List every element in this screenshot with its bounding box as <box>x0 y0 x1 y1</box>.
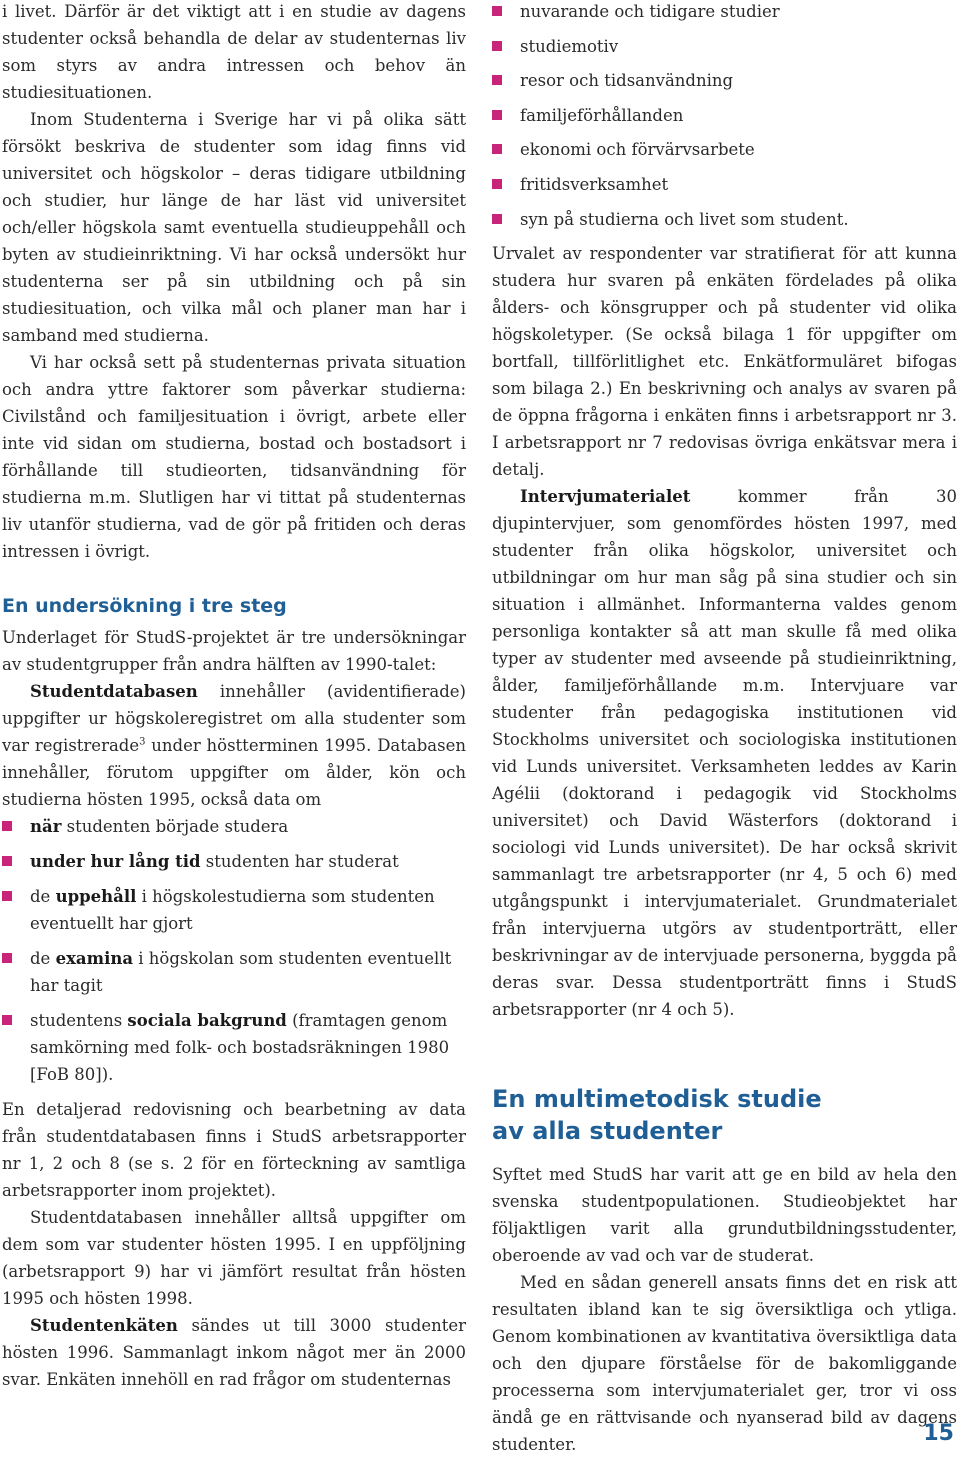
paragraph <box>2 678 466 813</box>
list-item: de uppehåll i högskolestudierna som studenten eventuellt har gjort <box>2 883 466 937</box>
square-bullet-icon <box>2 856 12 866</box>
list-item: under hur lång tid studenten har studerat <box>2 848 466 875</box>
section-heading: En multimetodisk studie av alla studenter <box>492 1085 822 1146</box>
paragraph <box>2 1312 466 1393</box>
paragraph <box>492 483 957 1023</box>
square-bullet-icon <box>492 75 502 85</box>
list-item: resor och tidsanvändning <box>492 67 957 94</box>
bold-term: Intervjumaterialet <box>520 487 691 507</box>
bold-term: när <box>30 817 62 836</box>
square-bullet-icon <box>492 6 502 16</box>
square-bullet-icon <box>2 891 12 901</box>
paragraph: Syftet med StudS har varit att ge en bild av hela den svenska studentpopulationen. Studieobjektet har följaktligen varit alla grundutbildningsstudenter, oberoende av vad och var de studerat. <box>492 1165 957 1266</box>
data-list <box>2 813 466 1088</box>
paragraph: Inom Studenterna i Sverige har vi på olika sätt försökt beskriva de studenter som idag finns vid universitet och högskolor – deras tidigare utbildning och studier, hur länge de har läst vid universitet och/eller högskola samt eventuella studieuppehåll och byten av studieinriktning. Vi har också undersökt hur studenterna ser på sin utbildning och på sin studiesituation, och vilka mål och planer man har i samband med studierna. <box>2 110 466 345</box>
text-run: under höstterminen 1995. Databasen innehåller, förutom uppgifter om ålder, kön och studierna hösten 1995, också data om <box>2 736 466 809</box>
square-bullet-icon <box>492 144 502 154</box>
paragraph: Studentdatabasen innehåller alltså uppgifter om dem som var studenter hösten 1995. I en uppföljning (arbetsrapport 9) har vi jämfört resultat från hösten 1995 och hösten 1998. <box>2 1208 466 1308</box>
square-bullet-icon <box>492 214 502 224</box>
list-item: nuvarande och tidigare studier <box>492 0 957 25</box>
paragraph: En detaljerad redovisning och bearbetning av data från studentdatabasen finns i StudS arbetsrapporter nr 1, 2 och 8 (se s. 2 för en förteckning av samtliga arbetsrapporter inom projektet). <box>2 1100 466 1200</box>
text-run: sändes ut till 3000 studenter hösten 1996. Sammanlagt inkom något mer än 2000 svar. Enkäten innehöll en rad frågor om studenternas <box>2 1316 466 1389</box>
bold-term: examina <box>55 949 134 968</box>
list-item: när studenten började studera <box>2 813 466 840</box>
bold-term: under hur lång tid <box>30 852 201 871</box>
paragraph: Underlaget för StudS-projektet är tre undersökningar av studentgrupper från andra hälften av 1990-talet: <box>2 628 466 674</box>
square-bullet-icon <box>2 821 12 831</box>
survey-topics-list <box>492 0 957 233</box>
list-item: de examina i högskolan som studenten eventuellt har tagit <box>2 945 466 999</box>
paragraph: Vi har också sett på studenternas privata situation och andra yttre faktorer som påverkar studierna: Civilstånd och familjesituation i övrigt, arbete eller inte vid sidan om studierna, bostad och bostadsort i förhållande till studieorten, tidsanvändning för studierna m.m. Slutligen har vi tittat på studenternas liv utanför studierna, vad de gör på fritiden och deras intressen i övrigt. <box>2 353 466 561</box>
bold-term: uppehåll <box>55 887 137 906</box>
section-heading: En undersökning i tre steg <box>2 595 287 617</box>
square-bullet-icon <box>492 110 502 120</box>
square-bullet-icon <box>492 41 502 51</box>
page-number: 15 <box>923 1421 954 1446</box>
bold-term: Studentenkäten <box>30 1316 178 1335</box>
bold-term: Studentdatabasen <box>30 682 198 701</box>
bold-term: sociala bakgrund <box>127 1011 287 1030</box>
paragraph: Med en sådan generell ansats finns det en risk att resultaten ibland kan te sig översiktliga och ytliga. Genom kombinationen av kvantitativa översiktliga data och den djupare förståelse för de bakomliggande processerna som intervjumaterialet ger, tror vi oss ändå ge en rättvisande och nyanserad bild av dagens studenter. <box>492 1273 957 1455</box>
paragraph: i livet. Därför är det viktigt att i en studie av dagens studenter också behandla de delar av studenternas liv som styrs av andra intressen och behov än studiesituationen. <box>2 2 466 102</box>
left-column <box>2 0 466 1393</box>
square-bullet-icon <box>2 953 12 963</box>
list-item: fritidsverksamhet <box>492 171 957 198</box>
list-item: syn på studierna och livet som student. <box>492 206 957 233</box>
list-item: ekonomi och förvärvsarbete <box>492 136 957 163</box>
square-bullet-icon <box>492 179 502 189</box>
list-item: studentens sociala bakgrund (framtagen genom samkörning med folk- och bostadsräkningen 1980 [FoB 80]). <box>2 1007 466 1088</box>
text-run: innehåller (avidentifierade) uppgifter ur högskoleregistret om alla studenter som var registrerade <box>2 682 466 755</box>
footnote-ref: 3 <box>139 736 146 748</box>
paragraph: Urvalet av respondenter var stratifierat för att kunna studera hur svaren på enkäten fördelades på olika ålders- och könsgrupper och på studenter vid olika högskoletyper. (Se också bilaga 1 för uppgifter om bortfall, tillförlitlighet etc. Enkätformuläret bifogas som bilaga 2.) En beskrivning och analys av svaren på de öppna frågorna i enkäten finns i arbetsrapport nr 3. I arbetsrapport nr 7 redovisas övriga enkätsvar mera i detalj. <box>492 244 957 480</box>
right-column <box>492 0 957 1458</box>
list-item: studiemotiv <box>492 33 957 60</box>
square-bullet-icon <box>2 1015 12 1025</box>
text-run: kommer från 30 djupintervjuer, som genomfördes hösten 1997, med studenter från olika högskolor, universitet och utbildningar om hur man såg på sina studier och sin situation i allmänhet. Informanterna valdes genom personliga kontakter så att man skulle få med olika typer av studenter med avseende på studieinriktning, ålder, familjeförhållande m.m. Intervjuare var studenter från pedagogiska institutionen vid Stockholms universitet och sociologiska institutionen vid Lunds universitet. Verksamheten leddes av Karin Agélii (doktorand i pedagogik vid Stockholms universitet) och David Wästerfors (doktorand i sociologi vid Lunds universitet). De har också skrivit sammanlagt tre arbetsrapporter (nr 4, 5 och 6) med utgångspunkt i intervjumaterialet. Grundmaterialet från intervjuerna utgörs av studentporträtt, eller beskrivningar av de intervjuade personerna, byggda på deras svar. Dessa studentporträtt finns i StudS arbetsrapporter (nr 4 och 5). <box>492 487 957 1020</box>
list-item: familjeförhållanden <box>492 102 957 129</box>
